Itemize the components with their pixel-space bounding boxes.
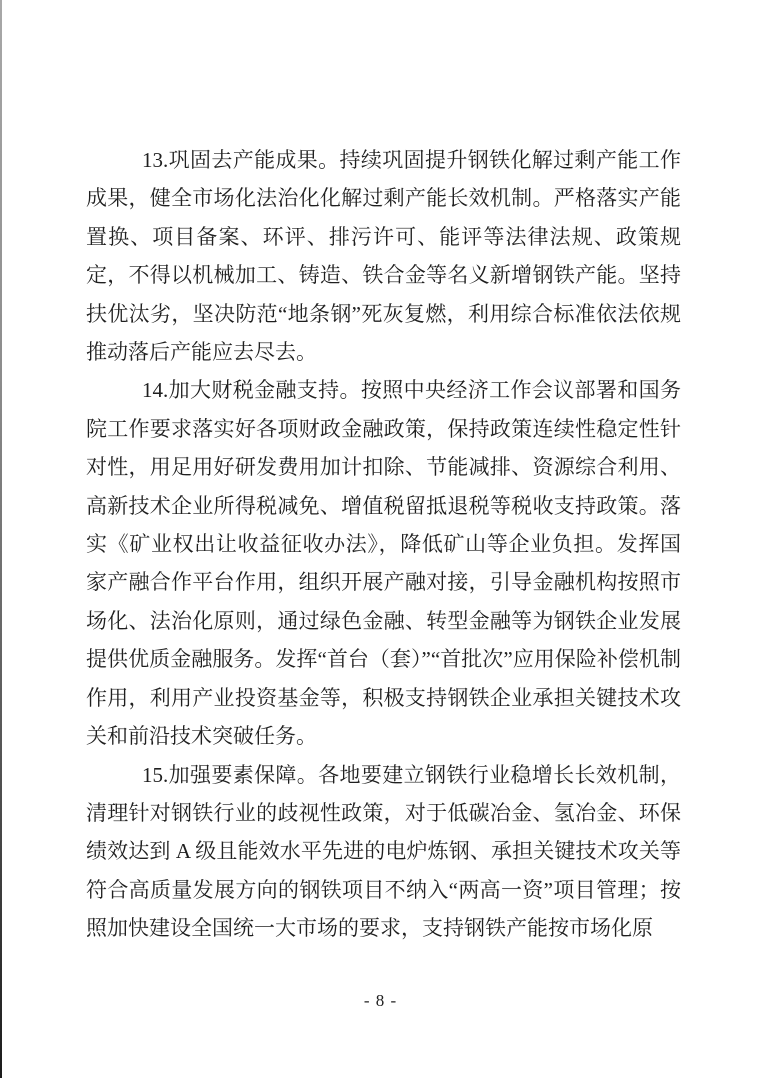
paragraph-14-fiscal-tax-financial-support: 14.加大财税金融支持。按照中央经济工作会议部署和国务院工作要求落实好各项财政金融政策，保持政策连续性稳定性针对性，用足用好研发费用加计扣除、节能减排、资源综合利用、高新技术企业所得税减免、增值税留抵退税等税收支持政策。落实《矿业权出让收益征收办法》，降低矿山等企业负担。发挥国家产融合作平台作用，组织开展产融对接，引导金融机构按照市场化、法治化原则，通过绿色金融、转型金融等为钢铁企业发展提供优质金融服务。发挥“首台（套）”“首批次”应用保险补偿机制作用，利用产业投资基金等，积极支持钢铁企业承担关键技术攻关和前沿技术突破任务。 (86, 378, 681, 749)
paragraph-13-consolidate-capacity-reduction: 13.巩固去产能成果。持续巩固提升钢铁化解过剩产能工作成果，健全市场化法治化化解过剩产能长效机制。严格落实产能置换、项目备案、环评、排污许可、能评等法律法规、政策规定，不得以机械加工、铸造、铁合金等名义新增钢铁产能。坚持扶优汰劣，坚决防范“地条钢”死灰复燃，利用综合标准依法依规推动落后产能应去尽去。 (86, 148, 681, 365)
document-body (86, 0, 681, 948)
paragraph-15-strengthen-factor-guarantees: 15.加强要素保障。各地要建立钢铁行业稳增长长效机制，清理针对钢铁行业的歧视性政策，对于低碳冶金、氢冶金、环保绩效达到 A 级且能效水平先进的电炉炼钢、承担关键技术攻关等符合高质量发展方向的钢铁项目不纳入“两高一资”项目管理；按照加快建设全国统一大市场的要求，支持钢铁产能按市场化原 (86, 762, 681, 941)
scan-edge-line (0, 0, 2, 1078)
page-number: - 8 - (363, 991, 398, 1010)
